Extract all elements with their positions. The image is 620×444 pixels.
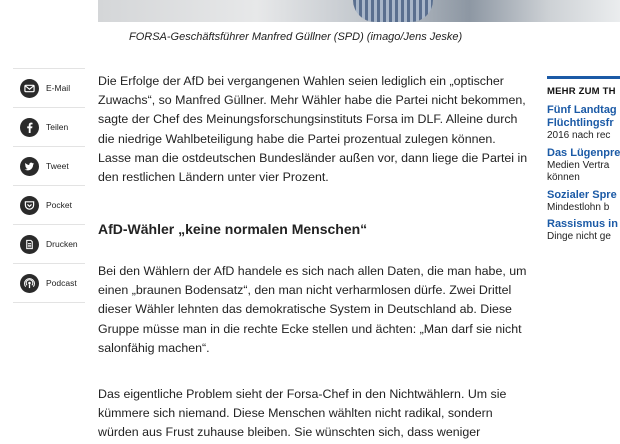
email-icon — [20, 79, 39, 98]
pocket-icon — [20, 196, 39, 215]
podcast-icon — [20, 274, 39, 293]
share-pocket-button[interactable] — [13, 186, 85, 225]
print-label: Drucken — [46, 239, 78, 249]
article-paragraph: Das eigentliche Problem sieht der Forsa-Chef in den Nichtwählern. Um sie kümmere sich niemand. Diese Menschen wählten nicht radikal, sondern würden aus Frust zuhause bleiben. Sie wünschten sich, dass weniger — [98, 387, 507, 440]
related-article[interactable] — [547, 218, 620, 244]
share-bar — [13, 68, 85, 303]
share-email-label: E-Mail — [46, 83, 71, 93]
related-article[interactable] — [547, 104, 620, 143]
related-article-teaser: können — [547, 172, 580, 183]
print-icon — [20, 235, 39, 254]
share-twitter-label: Tweet — [46, 161, 69, 171]
share-facebook-button[interactable] — [13, 108, 85, 147]
related-article-teaser: Dinge nicht ge — [547, 231, 611, 242]
print-button[interactable] — [13, 225, 85, 264]
related-article-title[interactable]: Flüchtlingsfr — [547, 117, 614, 129]
related-topics-sidebar — [547, 76, 620, 248]
article-paragraph: Die Erfolge der AfD bei vergangenen Wahlen seien lediglich ein „optischer Zuwachs“, so Manfred Güllner. Mehr Wähler habe die Partei nicht bekommen, sagte der Chef des Meinungsforschungsinstituts Forsa im DLF. Alleine durch die niedrige Wahlbeteiligung habe die Partei prozentual zulegen können. Lasse man die ostdeutschen Bundesländer außen vor, dann liege die Partei in den restlichen Ländern unter vier Prozent. — [98, 74, 528, 185]
related-article-title[interactable]: Rassismus in — [547, 218, 618, 230]
related-article[interactable] — [547, 189, 620, 215]
related-article-teaser: Mindestlohn b — [547, 201, 610, 213]
share-facebook-label: Teilen — [46, 122, 69, 132]
share-pocket-label: Pocket — [46, 200, 72, 210]
twitter-icon — [20, 157, 39, 176]
sidebar-heading: MEHR ZUM TH — [547, 76, 620, 104]
section-heading: AfD-Wähler „keine normalen Menschen“ — [98, 221, 368, 237]
related-article[interactable] — [547, 147, 620, 185]
share-email-button[interactable] — [13, 68, 85, 108]
share-twitter-button[interactable] — [13, 147, 85, 186]
hero-image-subject — [353, 0, 433, 22]
podcast-label: Podcast — [46, 278, 77, 288]
article-hero-image — [98, 0, 620, 22]
podcast-button[interactable] — [13, 264, 85, 303]
related-article-teaser: 2016 nach rec — [547, 130, 611, 141]
image-caption: FORSA-Geschäftsführer Manfred Güllner (SPD) (imago/Jens Jeske) — [129, 31, 463, 43]
related-article-title[interactable]: Sozialer Spre — [547, 188, 617, 201]
article-paragraph: Bei den Wählern der AfD handele es sich nach allen Daten, die man habe, um einen „braunen Bodensatz“, den man nicht verharmlosen dürfe. Zwei Drittel dieser Wähler lehnten das demokratische System in Deutschland ab. Diese Gruppe müsse man in die rechte Ecke stellen und ächten: „Man darf sie nicht salonfähig machen“. — [98, 264, 527, 355]
related-article-title[interactable]: Fünf Landtag — [547, 104, 617, 116]
related-article-title[interactable]: Das Lügenpre — [547, 146, 620, 159]
related-article-teaser: Medien Vertra — [547, 159, 610, 171]
facebook-icon — [20, 118, 39, 137]
